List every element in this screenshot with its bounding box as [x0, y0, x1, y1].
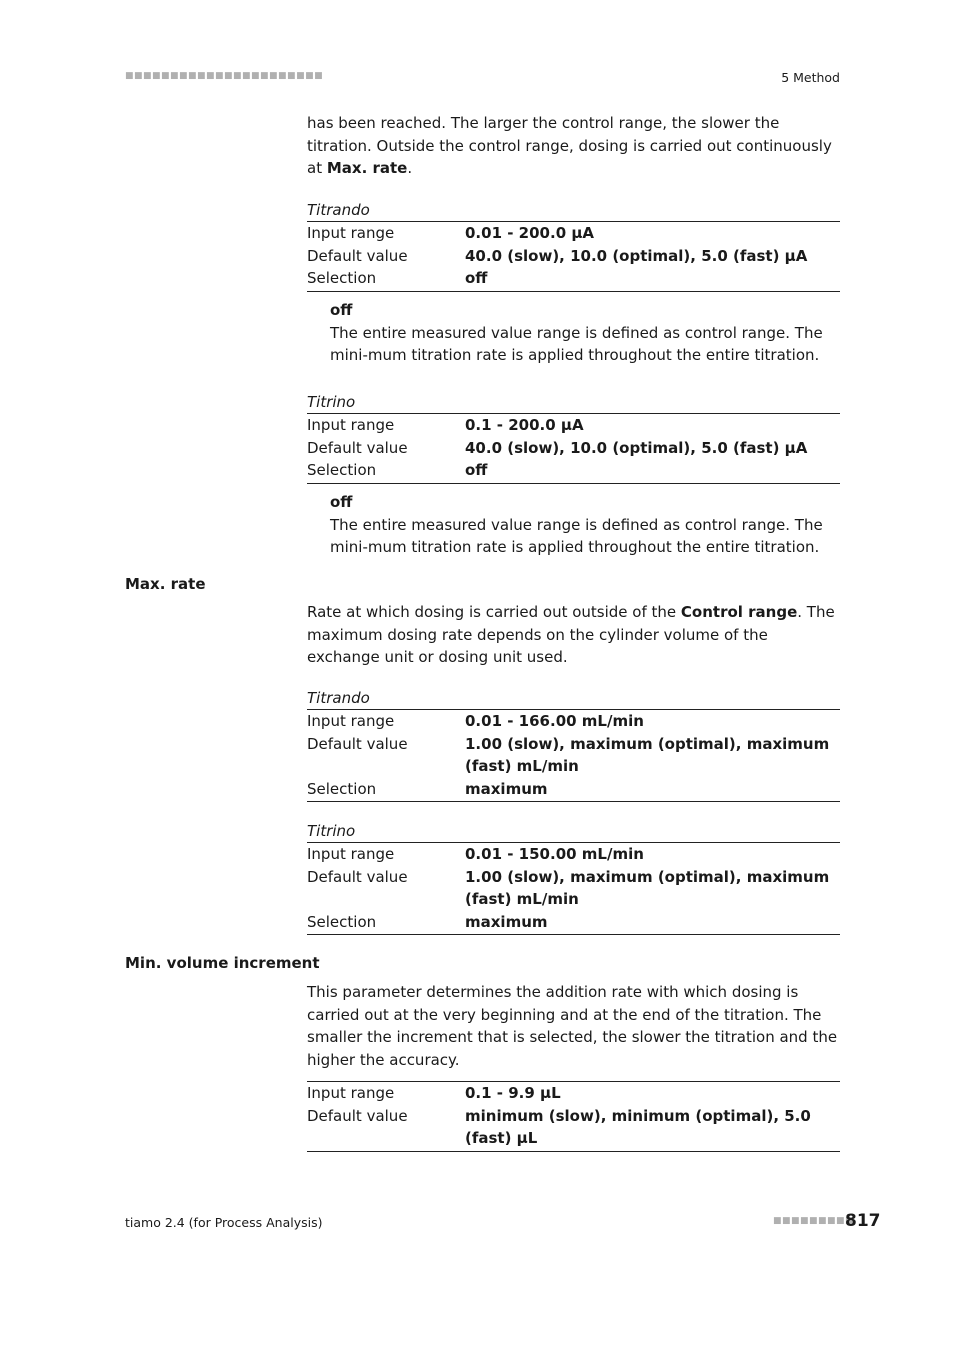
option-text: The entire measured value range is defined as control range. The mini-mum titration rate is applied throughout the entire titration.	[330, 323, 823, 364]
row-value: 40.0 (slow), 10.0 (optimal), 5.0 (fast) µA	[465, 246, 808, 265]
row-label: Default value	[307, 734, 408, 753]
row-value: 0.1 - 9.9 µL	[465, 1084, 561, 1102]
row-label: Selection	[307, 779, 377, 798]
table-caption: Titrando	[307, 689, 370, 707]
control-range-titrando-table	[307, 199, 840, 292]
table-body	[307, 413, 840, 484]
table-row	[307, 733, 840, 778]
table-caption: Titrando	[307, 201, 370, 219]
min-volume-heading: Min. volume increment	[125, 954, 320, 972]
footer-product-name: tiamo 2.4 (for Process Analysis)	[125, 1215, 323, 1230]
row-value: 0.1 - 200.0 µA	[465, 416, 584, 434]
table-row	[307, 911, 840, 934]
table-row	[307, 710, 840, 733]
option-description-titrando	[330, 299, 838, 367]
row-value: 0.01 - 166.00 mL/min	[465, 712, 644, 730]
footer-decoration: ■■■■■■■■■	[773, 1216, 855, 1226]
table-row	[307, 778, 840, 801]
max-rate-titrando-table	[307, 687, 840, 802]
table-row	[307, 267, 840, 290]
row-value: 0.01 - 150.00 mL/min	[465, 845, 644, 863]
row-value: 40.0 (slow), 10.0 (optimal), 5.0 (fast) µA	[465, 438, 808, 457]
row-value: 1.00 (slow), maximum (optimal), maximum (fast) mL/min	[465, 867, 830, 908]
max-rate-heading: Max. rate	[125, 575, 206, 593]
table-row	[307, 1082, 840, 1105]
table-body	[307, 1081, 840, 1152]
option-description-titrino	[330, 491, 838, 559]
row-value: off	[465, 269, 488, 287]
table-row	[307, 843, 840, 866]
max-rate-text-2: . The maximum dosing rate depends on the cylinder volume of the exchange unit or dosing unit used.	[307, 603, 835, 666]
row-value: maximum	[465, 912, 548, 931]
table-row	[307, 222, 840, 245]
min-volume-paragraph: This parameter determines the addition rate with which dosing is carried out at the very beginning and at the end of the titration. The smaller the increment that is selected, the slower the titration and the higher the accuracy.	[307, 983, 838, 1069]
row-label: Selection	[307, 912, 377, 931]
table-body	[307, 842, 840, 935]
header-section-title: 5 Method	[781, 70, 840, 85]
option-name: off	[330, 301, 353, 319]
table-caption: Titrino	[307, 822, 356, 840]
row-value: minimum (slow), minimum (optimal), 5.0 (fast) µL	[465, 1106, 811, 1147]
table-caption: Titrino	[307, 393, 356, 411]
option-text: The entire measured value range is defined as control range. The mini-mum titration rate is applied throughout the entire titration.	[330, 515, 823, 556]
option-name: off	[330, 493, 353, 511]
table-row	[307, 459, 840, 482]
table-body	[307, 221, 840, 292]
table-row	[307, 414, 840, 437]
row-label: Input range	[307, 224, 395, 242]
min-volume-table	[307, 1081, 840, 1152]
row-value: 0.01 - 200.0 µA	[465, 224, 594, 242]
table-row	[307, 437, 840, 460]
intro-text-2: .	[407, 159, 413, 177]
page-number: 817	[845, 1211, 881, 1231]
row-label: Default value	[307, 246, 408, 265]
intro-paragraph	[307, 112, 840, 180]
row-label: Default value	[307, 438, 408, 457]
intro-text-1: has been reached. The larger the control range, the slower the titration. Outside the control range, dosing is carried out continuously at	[307, 114, 832, 177]
row-value: off	[465, 461, 488, 479]
row-label: Selection	[307, 269, 377, 287]
max-rate-text-1: Rate at which dosing is carried out outside of the	[307, 603, 681, 621]
row-label: Input range	[307, 845, 395, 863]
control-range-titrino-table	[307, 391, 840, 484]
max-rate-titrino-table	[307, 820, 840, 935]
table-row	[307, 245, 840, 268]
row-label: Selection	[307, 461, 377, 479]
row-label: Default value	[307, 1106, 408, 1125]
max-rate-bold-term: Control range	[680, 603, 798, 621]
intro-bold-term: Max. rate	[326, 159, 408, 177]
row-label: Input range	[307, 416, 395, 434]
row-value: 1.00 (slow), maximum (optimal), maximum (fast) mL/min	[465, 734, 830, 775]
row-label: Input range	[307, 712, 395, 730]
row-value: maximum	[465, 779, 548, 798]
table-body	[307, 709, 840, 802]
table-row	[307, 866, 840, 911]
row-label: Input range	[307, 1084, 395, 1102]
header-decoration: ■■■■■■■■■■■■■■■■■■■■■■	[125, 71, 324, 81]
table-row	[307, 1105, 840, 1150]
max-rate-paragraph	[307, 601, 840, 669]
row-label: Default value	[307, 867, 408, 886]
